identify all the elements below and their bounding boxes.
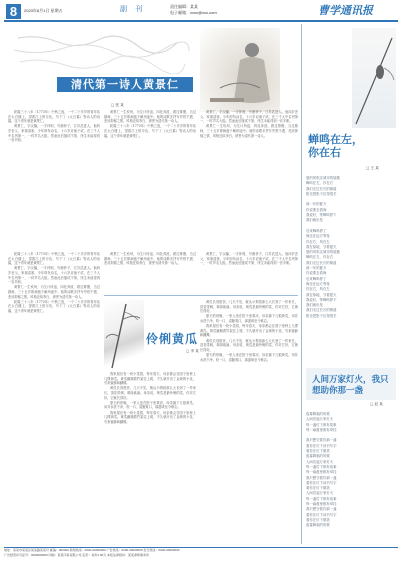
cicada-ink-image: [352, 28, 396, 128]
poem-line: 海还在远方等待: [306, 281, 330, 286]
bamboo-ink-image: [104, 300, 144, 370]
editor-info: [170, 4, 217, 16]
poem-line: 我只想守着你那一盏: [306, 438, 337, 443]
article1-paragraph: 黄景仁，字汉镛，一字仲则，号鹿菲子，江苏武进人。他四岁丧父，家境清寒，少年即负诗名，十六岁应童子试，在三千人中名列第一，一时声名大振。然而此后屡试不第，终生未能得到一官半职。: [8, 266, 100, 285]
article2-paragraph: 黄瓜长得很快，几天不见，就从小拇指那么大长到了一拃来长，顶花带刺，翠绿欲滴。母亲说，黄瓜是最伶俐的菜，你对它好，它就长得好。: [200, 300, 298, 314]
poem-line: 你在右，风在左: [306, 239, 330, 244]
poem-line: 看你在灯下微笑: [306, 449, 330, 454]
poem-line: 看你在灯下读书写字: [306, 443, 337, 448]
article1-col2: [104, 110, 196, 250]
poem-line: 你说要去看海: [306, 271, 327, 276]
poem-line: 我们就出发: [306, 303, 323, 308]
editor-line: 责任编辑：某某: [170, 4, 198, 9]
article2-title: 伶俐黄瓜: [146, 332, 199, 346]
article1-paragraph: 黄景仁，字汉镛，一字仲则，号鹿菲子，江苏武进人。他四岁丧父，家境清寒，少年即负诗名，十六岁应童子试，在三千人中名列第一，一时声名大振。然而此后屡试不第，终生未能得到一官半职。: [200, 252, 298, 266]
article1-col6: [200, 252, 298, 294]
article2-byline: □ 李 某: [186, 349, 199, 353]
poem-line: 海还在远方等待: [306, 234, 330, 239]
calligraphy-background: [8, 30, 193, 74]
poem-line: 后来蝉鸣停了: [306, 276, 327, 281]
article2-paragraph: 夏天的傍晚，一家人坐在院子里乘凉，母亲摘下几根黄瓜，用井水洗干净，咬一口，清脆爽口，那滋味至今难忘。: [200, 314, 298, 323]
poem-line: 后来蝉鸣停了: [306, 228, 327, 233]
poem-line: 我在原地，守着夏天: [306, 244, 337, 249]
poem-line: 我们走过长长的街道: [306, 186, 337, 191]
article2-paragraph: 我家屋后有一块小菜园，每年春天，母亲都会在园子里种上几棵黄瓜。黄瓜藤顺着竹架往上爬，不久就开出了金黄的小花，引来蜜蜂和蝴蝶。: [104, 410, 196, 424]
article1-paragraph: 乾隆三十八年（1773年）中秋之夜，一个二十多岁的青年站在太白楼上，望着江上的月色，写下了《太白墓》等动人的诗篇，这个青年就是黄景仁。: [8, 110, 100, 124]
column-divider: [301, 24, 302, 544]
poem-line: 看你在灯下微笑: [306, 486, 330, 491]
poem-line: 人间亮起万家灯火: [306, 417, 334, 422]
article1-byline: □ 张 某: [111, 103, 124, 107]
poem-line: 每一扇窗里都有牵挂: [306, 502, 337, 507]
article3-byline: □ 王 某: [366, 166, 379, 170]
poem-line: 夜幕降临的时候: [306, 523, 330, 528]
cicada-branch-icon: [352, 28, 396, 128]
calligraphy-strokes-icon: [8, 30, 193, 74]
poem-line: 我们走过长长的街道: [306, 260, 337, 265]
poem-line: 你在右，风在左: [306, 287, 330, 292]
article2-col1: [104, 372, 196, 542]
article3-title-text: 蝉鸣在左，你在右: [308, 133, 363, 159]
article2-paragraph: 我家屋后有一块小菜园，每年春天，母亲都会在园子里种上几棵黄瓜。黄瓜藤顺着竹架往上爬，不久就开出了金黄的小花，引来蜜蜂和蝴蝶。: [200, 324, 298, 338]
article1-paragraph: 黄景仁一生坎坷，为生计所迫，四处奔波，做过幕僚，当过塾师，三十五岁即病逝于解州途中。他的诗歌多抒写穷愁不遇、悲凉抑郁之情，风格近似李白，被誉为清代第一诗人。: [104, 252, 196, 266]
article1-paragraph: 乾隆三十八年（1773年）中秋之夜，一个二十多岁的青年站在太白楼上，望着江上的月色，写下了《太白墓》等动人的诗篇，这个青年就是黄景仁。: [8, 252, 100, 266]
article1-col3: [200, 110, 298, 250]
article1-paragraph: 黄景仁一生坎坷，为生计所迫，四处奔波，做过幕僚，当过塾师，三十五岁即病逝于解州途中。他的诗歌多抒写穷愁不遇、悲凉抑郁之情，风格近似李白，被誉为清代第一诗人。: [104, 110, 196, 124]
article1-paragraph: 乾隆三十八年（1773年）中秋之夜，一个二十多岁的青年站在太白楼上，望着江上的月色，写下了《太白墓》等动人的诗篇，这个青年就是黄景仁。: [104, 124, 196, 138]
email-line: 电子邮箱：xxxx@xxx.com: [170, 10, 217, 15]
article2-paragraph: 夏天的傍晚，一家人坐在院子里乘凉，母亲摘下几根黄瓜，用井水洗干净，咬一口，清脆爽口，那滋味至今难忘。: [104, 400, 196, 410]
article1-paragraph: 黄景仁，字汉镛，一字仲则，号鹿菲子，江苏武进人。他四岁丧父，家境清寒，少年即负诗名，十六岁应童子试，在三千人中名列第一，一时声名大振。然而此后屡试不第，终生未能得到一官半职。: [200, 110, 298, 124]
poem-line: 我说好，等蝉鸣停下: [306, 213, 337, 218]
poem-line: 每一盏灯下都有故事: [306, 464, 337, 469]
article1-title: 清代第一诗人黄景仁: [57, 77, 193, 92]
poem-line: 每一盏灯下都有故事: [306, 496, 337, 501]
scholar-figure-icon: [200, 28, 280, 112]
poem-line: 那一年的夏天: [306, 202, 327, 207]
poem-line: 夜幕降临的时候: [306, 412, 330, 416]
scholar-portrait-image: [200, 28, 280, 112]
masthead-logo: 曹学通讯报: [318, 4, 373, 17]
article4-byline: □ 赵 某: [370, 402, 383, 406]
poem-line: 蝉鸣在左，你在右: [306, 181, 334, 186]
poem-line: 夏的风吹过城市的屋檐: [306, 176, 340, 180]
poem-line: 你说要去看海: [306, 207, 327, 212]
poem-line: 人间亮起万家灯火: [306, 491, 334, 496]
poem-line: 那一年的夏天: [306, 266, 327, 271]
poem-line: 阳光把影子拉得很长: [306, 191, 337, 196]
article1-col4: [8, 252, 100, 540]
poem-line: 蝉鸣在左，你在右: [306, 255, 334, 260]
page-number: 8: [6, 4, 21, 19]
article2-paragraph: 我家屋后有一块小菜园，每年春天，母亲都会在园子里种上几棵黄瓜。黄瓜藤顺着竹架往上爬，不久就开出了金黄的小花，引来蜜蜂和蝴蝶。: [104, 372, 196, 386]
footer-line: 地址：某某市某某区某某路某某号 邮编：000000 新闻热线：0000-00000000 广告热线：0000-00000000 发行热线：0000-00000000: [4, 548, 180, 552]
article2-paragraph: 夏天的傍晚，一家人坐在院子里乘凉，母亲摘下几根黄瓜，用井水洗干净，咬一口，清脆爽口，那滋味至今难忘。: [200, 352, 298, 362]
poem-line: 我只想守着你那一盏: [306, 475, 337, 480]
article2-col2: [200, 300, 298, 542]
article2-paragraph: 黄瓜长得很快，几天不见，就从小拇指那么大长到了一拃来长，顶花带刺，翠绿欲滴。母亲说，黄瓜是最伶俐的菜，你对它好，它就长得好。: [200, 338, 298, 352]
poem-line: 夜幕降临的时候: [306, 454, 330, 459]
poem-line: 每一扇窗里都有牵挂: [306, 427, 337, 432]
poem-line: 看你在灯下读书写字: [306, 512, 337, 517]
footer-line: 广告经营许可证号：0000000000 印刷：某某印务有限公司 定价：每份1.00元 本报法律顾问：某某律师事务所: [4, 553, 150, 557]
poem-line: 人间亮起万家灯火: [306, 459, 334, 464]
page-footer: [4, 547, 398, 564]
article2-paragraph: 黄瓜长得很快，几天不见，就从小拇指那么大长到了一拃来长，顶花带刺，翠绿欲滴。母亲说，黄瓜是最伶俐的菜，你对它好，它就长得好。: [104, 386, 196, 400]
date-line: 2023年8月1日 星期五: [24, 8, 63, 13]
poem-line: 我们就出发: [306, 218, 323, 223]
poem-line: 看你在灯下读书写字: [306, 480, 337, 485]
article4-title: 人间万家灯火，我只想助你那一盏: [312, 375, 389, 396]
poem-line: 我只想守着你那一盏: [306, 507, 337, 512]
article1-paragraph: 黄景仁一生坎坷，为生计所迫，四处奔波，做过幕僚，当过塾师，三十五岁即病逝于解州途中。他的诗歌多抒写穷愁不遇、悲凉抑郁之情，风格近似李白，被誉为清代第一诗人。: [200, 124, 298, 138]
article1-paragraph: 黄景仁，字汉镛，一字仲则，号鹿菲子，江苏武进人。他四岁丧父，家境清寒，少年即负诗名，十六岁应童子试，在三千人中名列第一，一时声名大振。然而此后屡试不第，终生未能得到一官半职。: [8, 124, 100, 143]
bamboo-icon: [104, 300, 144, 370]
poem-line: 我在原地，守着夏天: [306, 292, 337, 297]
article1-paragraph: 黄景仁一生坎坷，为生计所迫，四处奔波，做过幕僚，当过塾师，三十五岁即病逝于解州途中。他的诗歌多抒写穷愁不遇、悲凉抑郁之情，风格近似李白，被誉为清代第一诗人。: [8, 285, 100, 299]
poem-line: 每一扇窗里都有牵挂: [306, 470, 337, 475]
article4-poem: [306, 412, 396, 529]
article1-col5: [104, 252, 196, 294]
poem-line: 我说好，等蝉鸣停下: [306, 297, 337, 302]
poem-line: 看你在灯下微笑: [306, 517, 330, 522]
poem-line: 每一盏灯下都有故事: [306, 422, 337, 427]
poem-line: 夏的风吹过城市的屋檐: [306, 250, 340, 255]
section-label: 副 刊: [120, 5, 146, 13]
article1-col1: [8, 110, 100, 250]
article3-title: [308, 133, 366, 159]
poem-line: 我们走过长长的街道: [306, 308, 337, 313]
section-divider: [104, 295, 298, 296]
header-rule: [4, 20, 398, 22]
article3-poem: [306, 176, 396, 319]
article1-paragraph: 乾隆三十八年（1773年）中秋之夜，一个二十多岁的青年站在太白楼上，望着江上的月色，写下了《太白墓》等动人的诗篇，这个青年就是黄景仁。: [8, 299, 100, 313]
poem-line: 阳光把影子拉得很长: [306, 313, 337, 318]
